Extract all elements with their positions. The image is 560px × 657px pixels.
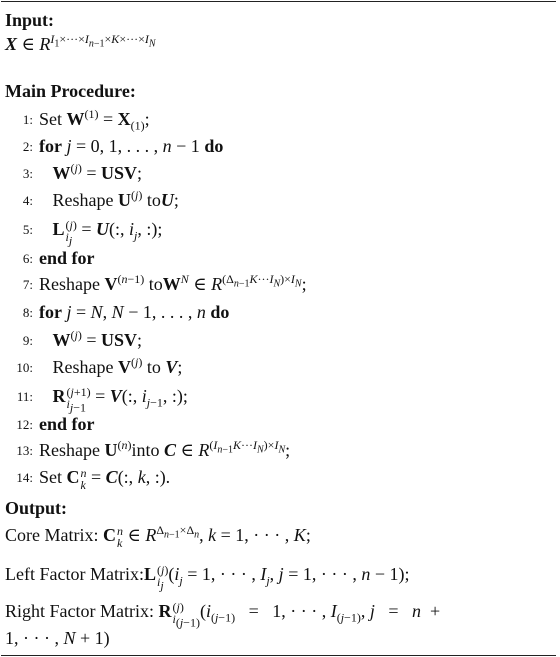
keyword-into: into	[131, 440, 160, 460]
step-9: 9: $W^{(j)}$ = USV;	[7, 329, 142, 352]
keyword-do: do	[204, 136, 224, 156]
step-14: 14: Set C n k = C(:, k, :).	[7, 466, 170, 491]
output-right-factor: Right Factor Matrix: R (j) $i_{(j-1)}$ ($i_{(j-1)} = 1$, · · · , $I_{(j-1)}$, j = n +	[5, 599, 441, 630]
output-heading: Output:	[5, 498, 68, 518]
step-number: 14:	[16, 470, 33, 485]
algorithm-box	[1, 1, 556, 656]
output-left-factor: Left Factor Matrix:L (j) $i_j$ ($i_j = 1$, · · · , $I_j$, j = 1, · · · , n − 1);	[5, 562, 410, 593]
keyword-for: for	[39, 136, 62, 156]
step-number: 11:	[16, 389, 33, 404]
main-procedure-heading: Main Procedure:	[5, 81, 136, 101]
keyword-to: to	[146, 357, 161, 377]
input-heading: Input:	[5, 10, 55, 30]
step-2: 2: for j = 0, 1, . . . , n − 1 do	[7, 135, 223, 158]
step-number: 13:	[16, 443, 33, 458]
step-5: 5: L (j) $i_j$ = U(:, $i_j$, :);	[7, 218, 162, 243]
step-6	[7, 247, 95, 270]
keyword-to: to	[146, 190, 161, 210]
label-right-factor: Right Factor Matrix:	[5, 601, 154, 621]
step-number: 8:	[22, 305, 33, 320]
step-number: 3:	[22, 166, 33, 181]
step-13: 13: Reshape $U^{(n)}into$ C ∈ $R^{(I_{n-1}K\cdot\cdot\cdot I_N)\times I_N}$;	[7, 439, 290, 462]
step-number: 7:	[22, 277, 33, 292]
step-7: 7: Reshape $V^{(n-1)}$ toW$^N$ ∈ $R^{(\Delta_{n-1}K\cdot\cdot\cdot I_N)\times I_N}$;	[7, 273, 307, 296]
keyword-reshape: Reshape	[52, 357, 114, 377]
keyword-to: to	[148, 274, 163, 294]
input-tensor: X ∈ $R^{I_1\times\cdot\cdot\cdot\times I_{n-1}\times K\times\cdot\cdot\cdot\times I_N}$	[5, 32, 156, 54]
keyword-for: for	[39, 302, 62, 322]
step-number: 2:	[22, 139, 33, 154]
step-number: 4:	[22, 193, 33, 208]
step-10: 10: Reshape $V^{(j)}$ to V;	[7, 356, 182, 379]
keyword-set: Set	[39, 109, 63, 129]
step-number: 10:	[16, 360, 33, 375]
step-number: 5:	[22, 222, 33, 237]
step-8: 8: for j = N, N − 1, . . . , n do	[7, 301, 229, 324]
output-right-factor-cont: 1, · · · , N + 1)	[5, 628, 110, 648]
label-left-factor: Left Factor Matrix:	[5, 564, 144, 584]
step-number: 6:	[22, 251, 33, 266]
keyword-end-for: end for	[39, 248, 95, 268]
keyword-reshape: Reshape	[39, 274, 100, 294]
label-core-matrix: Core Matrix:	[5, 525, 99, 545]
step-1: 1: Set $W^{(1)} = X_{(1)}$;	[7, 108, 150, 131]
keyword-set: Set	[39, 467, 63, 487]
step-4: 4: Reshape $U^{(j)}$ toU;	[7, 189, 179, 212]
keyword-reshape: Reshape	[39, 440, 100, 460]
step-3: 3: $W^{(j)}$ = USV;	[7, 162, 142, 185]
step-number: 1:	[22, 112, 33, 127]
step-number: 12:	[16, 417, 33, 432]
keyword-end-for: end for	[39, 414, 95, 434]
step-12	[7, 413, 95, 436]
keyword-do: do	[210, 302, 230, 322]
step-11: 11: R (j+1) $i_{j-1}$ = V(:, $i_{j-1}$, :);	[7, 385, 188, 410]
step-number: 9:	[22, 333, 33, 348]
keyword-reshape: Reshape	[52, 190, 114, 210]
output-core-matrix: Core Matrix: C n k ∈ $R^{\Delta_{n-1}\times\Delta_n}$, k = 1, · · · , K;	[5, 523, 311, 550]
